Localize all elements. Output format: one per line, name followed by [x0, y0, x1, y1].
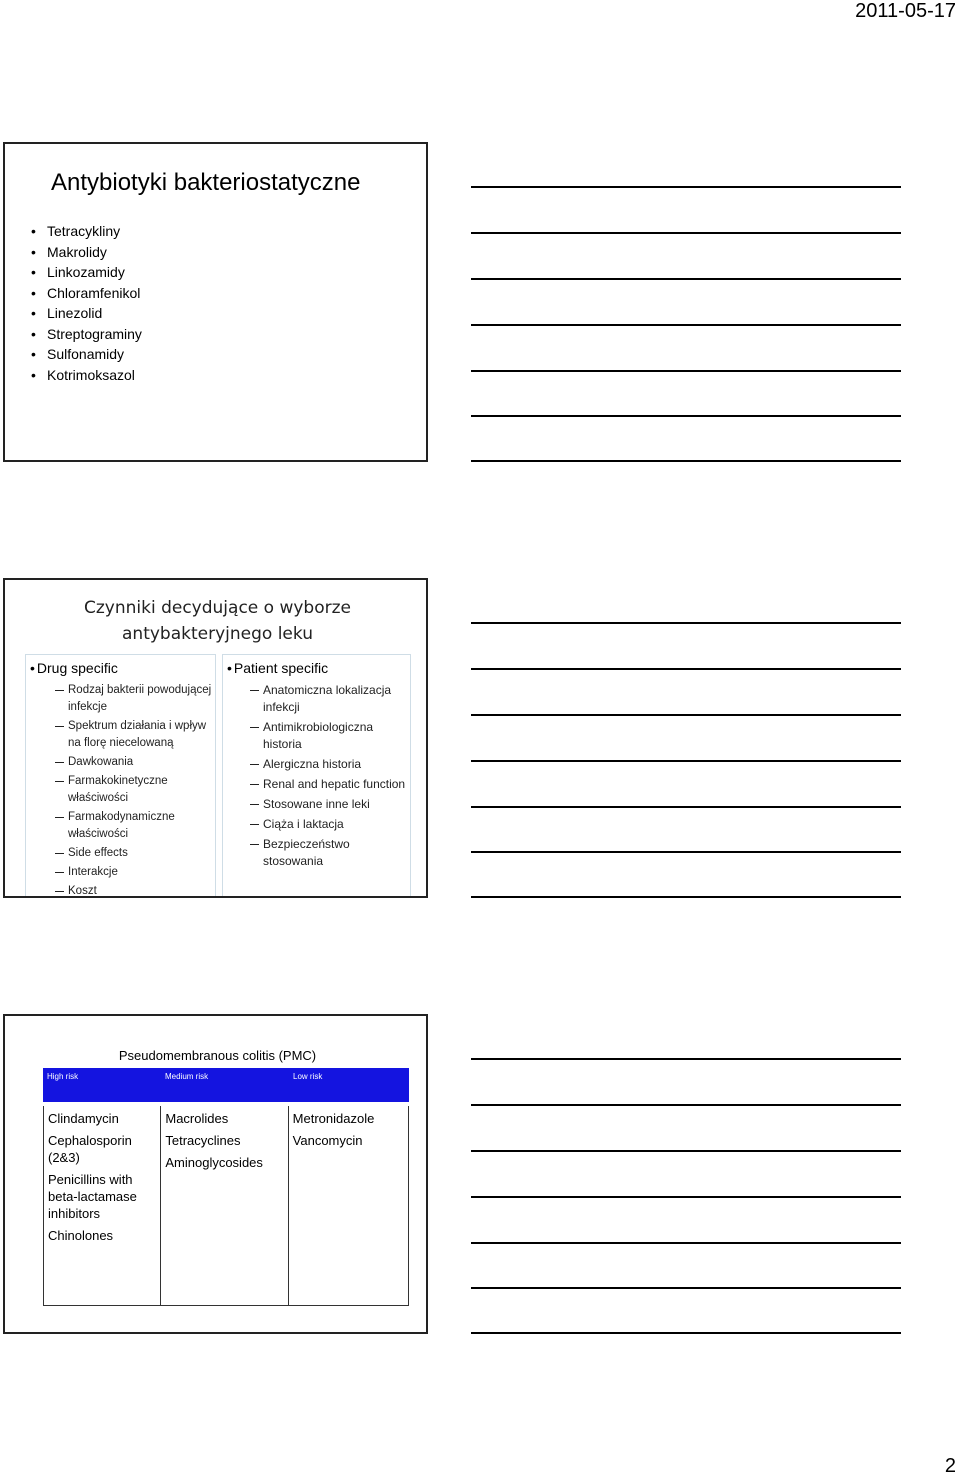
table-body [43, 1106, 409, 1306]
slide-title: Pseudomembranous colitis (PMC) [118, 1048, 317, 1063]
list-item: Stosowane inne leki [263, 796, 413, 813]
note-line [471, 232, 901, 234]
drug-specific-column [25, 654, 216, 896]
list-item: Antimikrobiologiczna historia [263, 719, 413, 753]
list-item: Farmakokinetyczne właściwości [68, 773, 218, 807]
note-line [471, 1058, 901, 1060]
note-line [471, 278, 901, 280]
page-number: 2 [944, 1455, 956, 1477]
low-risk-cell [289, 1106, 408, 1305]
drug-item: Chinolones [48, 1228, 114, 1243]
drug-item: Tetracyclines [165, 1133, 241, 1148]
high-risk-cell [44, 1106, 161, 1305]
bullet-list [31, 221, 142, 385]
note-line [471, 896, 901, 898]
header-high-risk: High risk [47, 1072, 79, 1081]
note-line [471, 1150, 901, 1152]
risk-table [43, 1068, 409, 1306]
header-low-risk: Low risk [293, 1072, 323, 1081]
slide-title-line: Czynniki decydujące o wyborze [83, 598, 351, 618]
note-line [471, 370, 901, 372]
note-line [471, 324, 901, 326]
note-line [471, 1332, 901, 1334]
list-item: • Sulfonamidy [31, 344, 142, 365]
sub-list [263, 682, 413, 873]
note-line [471, 415, 901, 417]
list-item: Renal and hepatic function [263, 776, 413, 793]
list-item: Side effects [68, 845, 218, 862]
medium-risk-cell [161, 1106, 288, 1305]
slide-3 [3, 1014, 428, 1334]
list-item: Interakcje [68, 864, 218, 881]
list-item: • Chloramfenikol [31, 283, 142, 304]
list-item: • Tetracykliny [31, 221, 142, 242]
note-line [471, 760, 901, 762]
drug-item: Aminoglycosides [165, 1155, 263, 1170]
note-line [471, 851, 901, 853]
list-item: Farmakodynamiczne właściwości [68, 809, 218, 843]
list-item: Ciąża i laktacja [263, 816, 413, 833]
note-line [471, 1196, 901, 1198]
list-item: • Streptograminy [31, 324, 142, 345]
note-line [471, 668, 901, 670]
column-heading: • Patient specific [227, 660, 329, 676]
slide-title: Antybiotyki bakteriostatyczne [51, 169, 361, 196]
list-item: Rodzaj bakterii powodującej infekcje [68, 682, 218, 716]
drug-item: Vancomycin [292, 1133, 363, 1148]
header-medium-risk: Medium risk [165, 1072, 209, 1081]
patient-specific-column [222, 654, 411, 896]
drug-item: Macrolides [165, 1111, 229, 1126]
note-line [471, 186, 901, 188]
list-item: Anatomiczna lokalizacja infekcji [263, 682, 413, 716]
list-item: Dawkowania [68, 754, 218, 771]
note-line [471, 1242, 901, 1244]
header-date: 2011-05-17 [855, 0, 956, 22]
slide-2 [3, 578, 428, 898]
drug-item: Clindamycin [48, 1111, 119, 1126]
note-line [471, 622, 901, 624]
note-line [471, 1104, 901, 1106]
list-item: Koszt [68, 883, 218, 900]
slide-1 [3, 142, 428, 462]
note-line [471, 714, 901, 716]
list-item: • Linkozamidy [31, 262, 142, 283]
list-item: • Makrolidy [31, 242, 142, 263]
list-item: Bezpieczeństwo stosowania [263, 836, 413, 870]
slide-title-line: antybakteryjnego leku [122, 624, 313, 644]
list-item: Spektrum działania i wpływ na florę niecelowaną [68, 718, 218, 752]
slide-title [5, 595, 430, 647]
table-header [43, 1068, 409, 1102]
list-item: • Linezolid [31, 303, 142, 324]
note-line [471, 1287, 901, 1289]
drug-item: Metronidazole [292, 1111, 375, 1126]
column-heading: • Drug specific [30, 660, 118, 676]
list-item: • Kotrimoksazol [31, 365, 142, 386]
list-item: Alergiczna historia [263, 756, 413, 773]
drug-item: Penicillins with beta-lactamase inhibitors [48, 1172, 137, 1221]
sub-list [68, 682, 218, 902]
note-line [471, 806, 901, 808]
note-line [471, 460, 901, 462]
drug-item: Cephalosporin (2&3) [48, 1133, 132, 1165]
